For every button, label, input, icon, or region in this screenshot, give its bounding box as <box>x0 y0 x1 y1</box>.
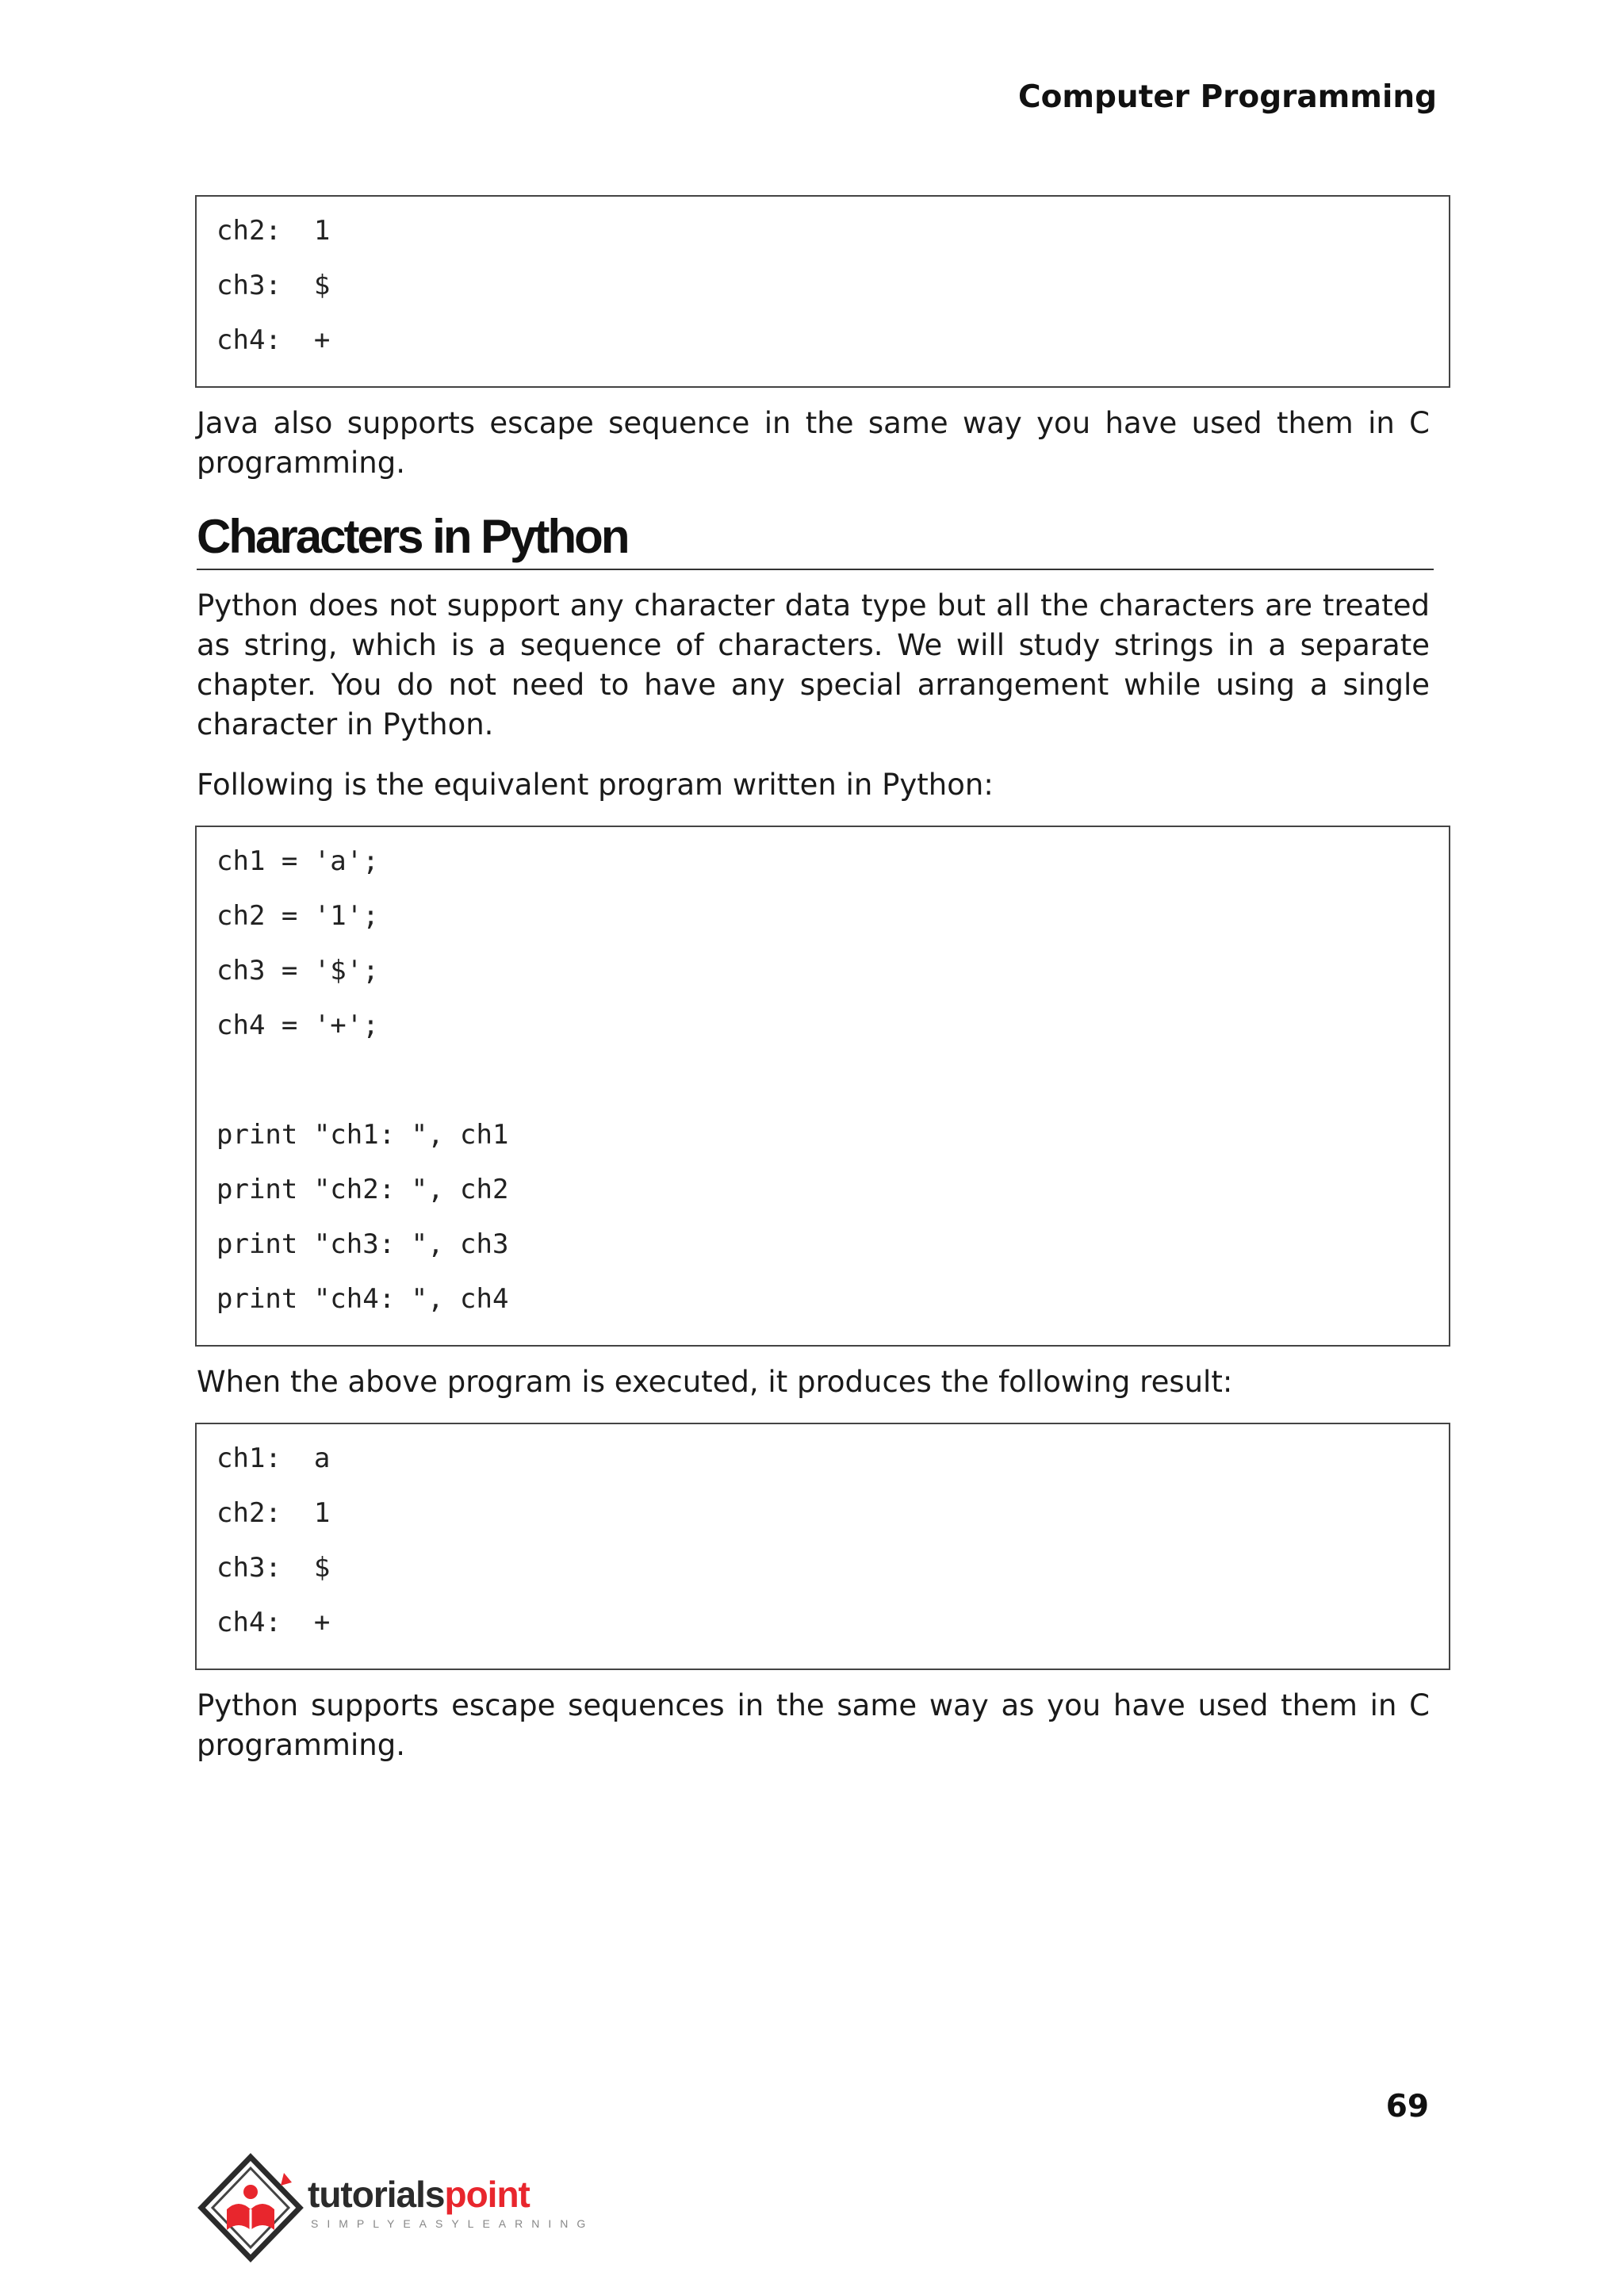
logo-emblem-icon <box>195 2151 306 2278</box>
python-output-line: ch4: + <box>216 1607 331 1638</box>
python-escape-note: Python supports escape sequences in the same way as you have used them in C programming. <box>197 1688 1430 1762</box>
result-intro-paragraph: When the above program is executed, it produces the following result: <box>197 1365 1233 1399</box>
logo-word-point: point <box>444 2174 530 2215</box>
python-intro-paragraph: Python does not support any character data type but all the characters are treated as string, which is a sequence of characters. We will study strings in a separate chapter. You do not need to have any special arrangement while using a single character in Python. <box>197 588 1430 741</box>
logo-word-tutorials: tutorials <box>308 2174 445 2215</box>
python-code-line: ch3 = '$'; <box>216 955 379 987</box>
python-code-line <box>216 1062 1429 1117</box>
java-output-line: ch4: + <box>216 324 331 356</box>
python-code-line: print "ch2: ", ch2 <box>216 1174 509 1205</box>
python-output-box <box>195 1423 1450 1670</box>
python-code-line: ch1 = 'a'; <box>216 845 379 877</box>
java-output-line: ch3: $ <box>216 270 331 301</box>
page-number: 69 <box>1385 2089 1429 2125</box>
python-code-line: ch2 = '1'; <box>216 900 379 932</box>
page-content <box>197 195 1430 1765</box>
page-header-title: Computer Programming <box>1017 79 1437 115</box>
python-code-line: print "ch3: ", ch3 <box>216 1228 509 1260</box>
python-code-line: print "ch1: ", ch1 <box>216 1119 509 1151</box>
python-code-line: ch4 = '+'; <box>216 1010 379 1041</box>
tutorialspoint-logo <box>195 2151 595 2278</box>
program-intro-paragraph: Following is the equivalent program written in Python: <box>197 768 994 802</box>
python-code-box <box>195 826 1450 1347</box>
python-code-line: print "ch4: ", ch4 <box>216 1283 509 1315</box>
python-output-line: ch3: $ <box>216 1552 331 1584</box>
section-title: Characters in Python <box>197 507 1434 570</box>
java-escape-note: Java also supports escape sequence in the same way you have used them in C programming. <box>197 406 1430 480</box>
python-output-line: ch2: 1 <box>216 1497 331 1529</box>
java-output-line: ch2: 1 <box>216 215 331 247</box>
logo-wordmark <box>308 2173 530 2216</box>
python-output-line: ch1: a <box>216 1443 331 1474</box>
logo-tagline: SIMPLYEASYLEARNING <box>311 2217 595 2230</box>
java-output-box <box>195 195 1450 388</box>
